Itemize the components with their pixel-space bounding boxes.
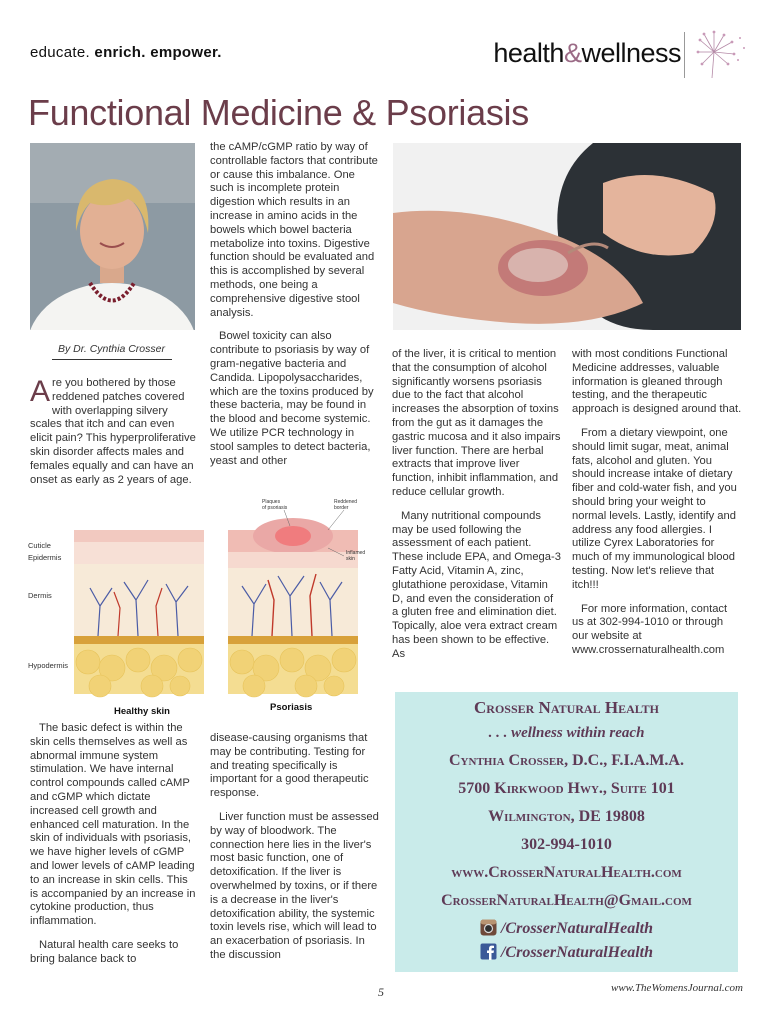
col2-bottom-paragraph-1: disease-causing organisms that may be contributing. Testing for and treating specifically is important for a good therapeutic response. xyxy=(210,732,369,800)
contact-phone[interactable]: 302-994-1010 xyxy=(521,836,612,853)
col1-bottom-paragraph-1: The basic defect is within the skin cells themselves as well as abnormal immune system stimulation. We have internal control compounds called cAMP and cGMP which dictate increased cell growth and enhanced cell maturation. In the skin of individuals with psoriasis, we have higher levels of cGMP and lower levels of cAMP leading to an increase in skin cells. This is accompanied by an increase in cytokine production, thus inflammation. xyxy=(30,722,196,928)
contact-slogan: . . . wellness within reach xyxy=(488,725,645,741)
column-4 xyxy=(572,348,742,668)
caption-healthy: Healthy skin xyxy=(114,706,170,717)
column-2-bottom xyxy=(210,732,380,973)
section-brand xyxy=(493,38,681,69)
brand-wellness: wellness xyxy=(581,38,681,68)
psoriasis-arm-photo xyxy=(393,143,741,330)
contact-street: 5700 Kirkwood Hwy., Suite 101 xyxy=(458,780,675,797)
skin-diagram xyxy=(28,496,378,718)
col2-paragraph-2: Bowel toxicity can also contribute to psoriasis by way of gram-negative bacteria and Candida. Lipopolysaccharides, which are the toxins produced by these bacteria, may be found in the blood and become systemic. We utilize PCR technology in stool samples to detect bacteria, yeast and other xyxy=(210,330,374,467)
article-title: Functional Medicine & Psoriasis xyxy=(28,92,529,133)
intro-paragraph: re you bothered by those reddened patches covered with overlapping silvery scales that itch and can even elicit pain? This hyperproliferative skin disorder affects males and females equally and can have an onset as early as 2 years of age. xyxy=(30,377,196,486)
label-reddened-1: Reddened xyxy=(334,499,358,505)
label-plaques-1: Plaques xyxy=(262,499,281,505)
label-cuticle: Cuticle xyxy=(28,541,51,550)
instagram-icon xyxy=(480,919,497,936)
contact-city: Wilmington, DE 19808 xyxy=(488,808,645,825)
column-1-intro xyxy=(30,377,198,497)
tagline xyxy=(30,44,222,61)
col3-paragraph-2: Many nutritional compounds may be used following the assessment of each patient. These include EPA, and Omega-3 Fatty Acid, Vitamin A, zinc, glutathione peroxidase, Vitamin D, and even the consideration of a gluten free and elimination diet. Topically, aloe vera extract cream has been shown to be effective. As xyxy=(392,509,561,660)
col3-paragraph-1: of the liver, it is critical to mention that the consumption of alcohol significantly worsens psoriasis due to the fact that alcohol increases the absorption of toxins from the gut as it damages the gastric mucosa and it also impairs liver function. There are herbal extracts that improve liver function, inhibit inflammation, and reduce cellular growth. xyxy=(392,348,561,498)
column-1-bottom xyxy=(30,722,198,977)
col2-paragraph-1: the cAMP/cGMP ratio by way of controllable factors that contribute or cause this imbalance. One such is incomplete protein digestion which results in an increase in amino acids in the bowels which bowel bacteria metabolize into toxins. Digestive function should be evaluated and this is accomplished by several methods, one being a comprehensive digestive stool analysis. xyxy=(210,141,378,319)
col4-paragraph-3: For more information, contact us at 302-994-1010 or through our website at www.crossernaturalhealth.com xyxy=(572,602,728,656)
page-number: 5 xyxy=(378,985,384,999)
label-plaques-2: of psoriasis xyxy=(262,505,288,511)
instagram-row[interactable] xyxy=(395,919,738,938)
dandelion-icon xyxy=(690,30,748,80)
column-3 xyxy=(392,348,562,672)
col4-paragraph-1: with most conditions Functional Medicine addresses, valuable information is gleaned through testing, and the therapeutic approach is designed around that. xyxy=(572,348,742,416)
label-inflamed-1: Inflamed xyxy=(346,550,366,556)
author-portrait xyxy=(30,143,195,330)
instagram-handle: /CrosserNaturalHealth xyxy=(500,920,654,937)
footer-url[interactable]: www.TheWomensJournal.com xyxy=(611,982,743,994)
contact-business-name: Crosser Natural Health xyxy=(474,698,659,717)
brand-amp: & xyxy=(563,38,582,68)
facebook-row[interactable] xyxy=(395,943,738,962)
col1-bottom-paragraph-2: Natural health care seeks to bring balance back to xyxy=(30,938,179,965)
contact-website-link[interactable]: www.CrosserNaturalHealth.com xyxy=(451,864,682,881)
byline: By Dr. Cynthia Crosser xyxy=(58,343,165,355)
drop-cap: A xyxy=(30,375,51,408)
col2-bottom-paragraph-2: Liver function must be assessed by way of bloodwork. The connection here lies in the liver's most basic function, one of detoxification. If the liver is overwhelmed by toxins, or if there is a decrease in the liver's detoxification ability, the systemic toxin levels rise, which will lead to an exacerbation of psoriasis. In the discussion xyxy=(210,810,379,961)
label-dermis: Dermis xyxy=(28,591,52,600)
brand-health: health xyxy=(493,38,564,68)
label-epidermis: Epidermis xyxy=(28,553,62,562)
column-2-top xyxy=(210,141,380,478)
brand-divider xyxy=(684,32,685,78)
contact-email-link[interactable]: CrosserNaturalHealth@Gmail.com xyxy=(441,892,692,909)
label-reddened-2: border xyxy=(334,505,349,511)
psoriasis-panel xyxy=(228,510,358,697)
contact-doctor: Cynthia Crosser, D.C., F.I.A.M.A. xyxy=(449,752,684,769)
tagline-enrich: enrich. xyxy=(94,44,146,61)
tagline-empower: empower. xyxy=(150,44,222,61)
contact-box xyxy=(395,692,738,972)
label-inflamed-2: skin xyxy=(346,556,355,562)
byline-rule xyxy=(52,359,172,360)
facebook-icon xyxy=(480,943,497,960)
col4-paragraph-2: From a dietary viewpoint, one should limit sugar, meat, animal fats, alcohol and gluten. You should increase intake of dietary fiber and cold-water fish, and you should bring your weight to normal levels. Lastly, identify and address any food allergies. I utilize Cyrex Laboratories for much of my immunological blood testing. Now let's relieve that itch!!! xyxy=(572,426,737,591)
healthy-skin-panel xyxy=(74,530,204,697)
tagline-educate: educate. xyxy=(30,44,90,61)
caption-psoriasis: Psoriasis xyxy=(270,702,313,713)
label-hypodermis: Hypodermis xyxy=(28,661,69,670)
facebook-handle: /CrosserNaturalHealth xyxy=(500,944,654,961)
